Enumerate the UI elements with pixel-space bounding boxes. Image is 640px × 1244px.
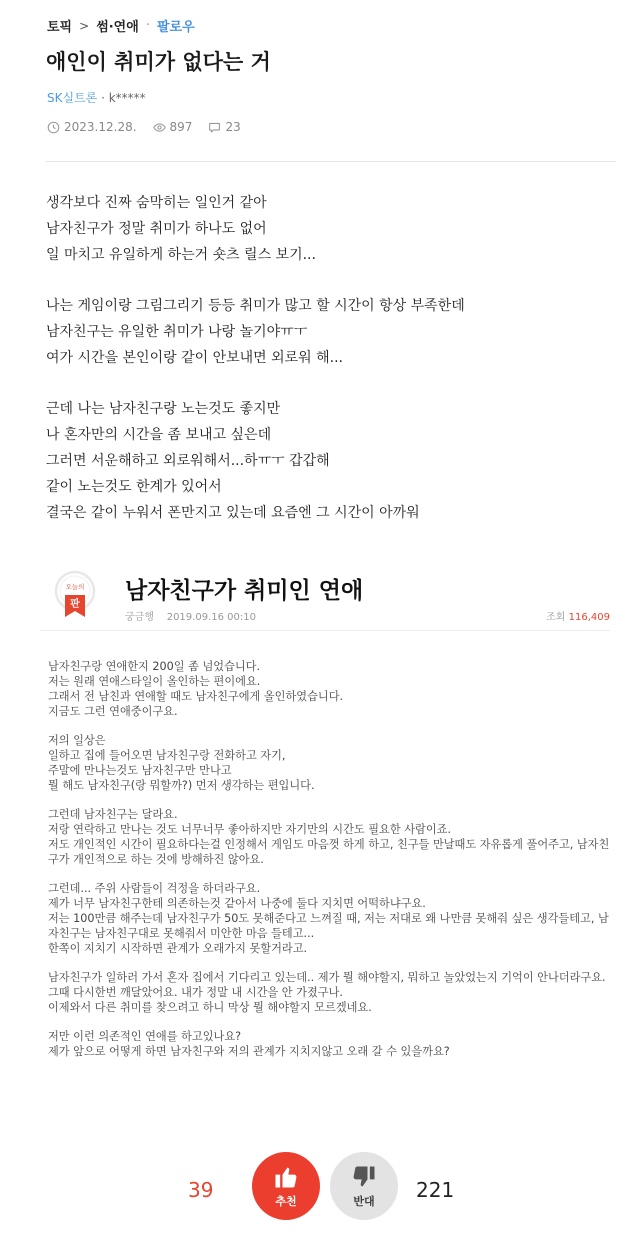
body-line: 일 마치고 유일하게 하는거 숏츠 릴스 보기... [46, 247, 316, 263]
comment-icon [208, 121, 221, 134]
embedded-paragraph [48, 733, 613, 793]
author-company[interactable]: SK실트론 [47, 91, 98, 105]
breadcrumb [47, 16, 195, 35]
body-paragraph [46, 293, 465, 371]
embedded-line: 제가 너무 남자친구한테 의존하는것 같아서 나중에 둘다 지치면 어떡하냐구요. [48, 897, 426, 910]
body-line: 나 혼자만의 시간을 좀 보내고 싶은데 [46, 427, 272, 443]
embedded-post-meta [125, 608, 256, 623]
embedded-views-count: 116,409 [568, 612, 610, 623]
post-comments[interactable] [208, 120, 240, 134]
downvote-count: 221 [416, 1178, 455, 1202]
thumbs-down-icon [350, 1163, 378, 1191]
embedded-line: 저만 이런 의존적인 연애를 하고있나요? [48, 1030, 242, 1043]
embedded-views-label: 조회 [546, 612, 566, 623]
downvote-button[interactable] [330, 1152, 398, 1220]
embedded-line: 그런데 남자친구는 달라요. [48, 808, 178, 821]
embedded-line: 주말에 만나는것도 남자친구만 만나고 [48, 764, 232, 777]
svg-text:판: 판 [70, 599, 80, 610]
embedded-line: 그런데... 주위 사람들이 걱정을 하더라구요. [48, 882, 261, 895]
embedded-post-date: 2019.09.16 00:10 [166, 612, 256, 623]
embedded-divider [40, 630, 610, 631]
embedded-line: 남자친구가 일하러 가서 혼자 집에서 기다리고 있는데.. 제가 뭘 해야할지, 뭐하고 놀았었는지 기억이 안나더라구요. [48, 971, 606, 984]
embedded-line: 제가 앞으로 어떻게 하면 남자친구와 저의 관계가 지치지않고 오래 갈 수 있을까요? [48, 1045, 450, 1058]
post-date [47, 120, 137, 134]
thumbs-up-icon [272, 1163, 300, 1191]
embedded-paragraph [48, 881, 613, 956]
downvote-label: 반대 [353, 1195, 375, 1208]
body-paragraph [46, 396, 465, 526]
post-title: 애인이 취미가 없다는 거 [46, 50, 271, 74]
breadcrumb-category[interactable]: 썸·연애 [96, 20, 139, 35]
body-line: 여가 시간을 본인이랑 같이 안보내면 외로워 해... [46, 350, 344, 366]
embedded-paragraph [48, 970, 613, 1015]
embedded-post-body [48, 659, 613, 1073]
embedded-line: 한쪽이 지치기 시작하면 관계가 오래가지 못할거라고. [48, 942, 308, 955]
embedded-paragraph [48, 1029, 613, 1059]
post-comments-text: 23 [225, 120, 241, 134]
embedded-line: 지금도 그런 연애중이구요. [48, 705, 178, 718]
header-divider [46, 161, 616, 162]
follow-button[interactable]: 팔로우 [156, 20, 195, 35]
embedded-post-views [546, 608, 610, 623]
post-meta [47, 120, 241, 134]
clock-icon [47, 121, 60, 134]
post-views-text: 897 [169, 120, 193, 134]
body-line: 같이 노는것도 한계가 있어서 [46, 479, 222, 495]
embedded-line: 뭘 해도 남자친구(랑 뭐할까?) 먼저 생각하는 편입니다. [48, 779, 315, 792]
todays-pick-badge-icon [52, 570, 98, 620]
upvote-label: 추천 [275, 1195, 297, 1208]
body-line: 그러면 서운해하고 외로워해서...하ㅠㅜ 갑갑해 [46, 453, 330, 469]
embedded-line: 일하고 집에 들어오면 남자친구랑 전화하고 자기, [48, 749, 286, 762]
eye-icon [153, 121, 166, 134]
body-paragraph [46, 190, 465, 268]
embedded-paragraph [48, 659, 613, 719]
embedded-line: 저랑 연락하고 만나는 것도 너무너무 좋아하지만 자기만의 시간도 필요한 사람이죠. [48, 823, 452, 836]
upvote-count: 39 [188, 1178, 214, 1202]
embedded-line: 저는 원래 연애스타일이 올인하는 편이에요. [48, 675, 261, 688]
svg-text:오늘의: 오늘의 [65, 583, 85, 591]
embedded-paragraph [48, 807, 613, 867]
post-date-text: 2023.12.28. [64, 120, 137, 134]
post-views [153, 120, 193, 134]
post-author [47, 89, 146, 106]
breadcrumb-dot: · [145, 18, 150, 33]
embedded-line: 그래서 전 남친과 연애할 때도 남자친구에게 올인하였습니다. [48, 690, 344, 703]
breadcrumb-topic[interactable]: 토픽 [47, 20, 73, 35]
body-line: 남자친구는 유일한 취미가 나랑 놀기야ㅠㅜ [46, 324, 308, 340]
breadcrumb-separator: > [79, 18, 90, 33]
embedded-line: 남자친구랑 연애한지 200일 좀 넘었습니다. [48, 660, 261, 673]
author-name: · k***** [101, 91, 146, 105]
embedded-post-title: 남자친구가 취미인 연애 [125, 578, 364, 604]
embedded-post-author: 궁금행 [125, 612, 154, 623]
embedded-line: 그때 다시한번 깨달았어요. 내가 정말 내 시간을 안 가졌구나. [48, 986, 343, 999]
body-line: 생각보다 진짜 숨막히는 일인거 같아 [46, 195, 267, 211]
body-line: 남자친구가 정말 취미가 하나도 없어 [46, 221, 267, 237]
upvote-button[interactable] [252, 1152, 320, 1220]
embedded-line: 저도 개인적인 시간이 필요하다는걸 인정해서 게임도 마음껏 하게 하고, 친구들 만날때도 자유롭게 풀어주고, 남자친구가 개인적으로 하는 것에 방해하진 않아요. [48, 838, 610, 866]
embedded-line: 저의 일상은 [48, 734, 106, 747]
embedded-line: 저는 100만큼 해주는데 남자친구가 50도 못해준다고 느껴질 때, 저는 저대로 왜 나만큼 못해줘 싶은 생각들테고, 남자친구는 남자친구대로 못해줘서 미안한 마음 들테고... [48, 912, 609, 940]
body-line: 근데 나는 남자친구랑 노는것도 좋지만 [46, 401, 281, 417]
body-line: 결국은 같이 누워서 폰만지고 있는데 요즘엔 그 시간이 아까워 [46, 505, 420, 521]
body-line: 나는 게임이랑 그림그리기 등등 취미가 많고 할 시간이 항상 부족한데 [46, 298, 465, 314]
embedded-post-image [40, 560, 610, 1120]
post-body [46, 190, 465, 551]
embedded-line: 이제와서 다른 취미를 찾으려고 하니 막상 뭘 해야할지 모르겠네요. [48, 1001, 372, 1014]
